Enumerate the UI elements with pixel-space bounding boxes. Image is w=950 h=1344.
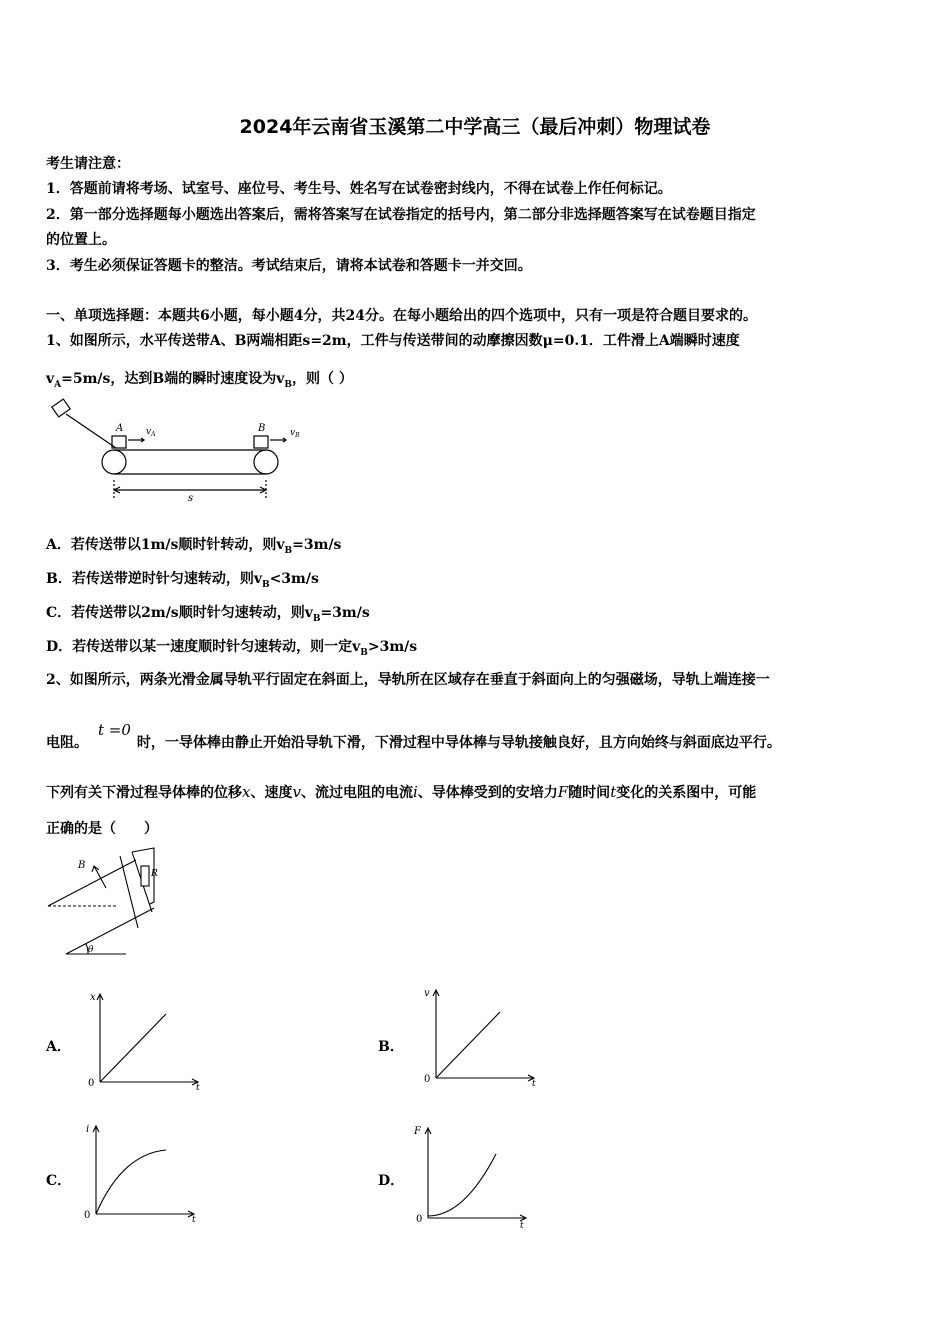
label-b-field: B bbox=[78, 860, 86, 871]
svg-text:x: x bbox=[90, 992, 96, 1003]
label-b: B bbox=[258, 423, 266, 434]
q1-option-d: D．若传送带以某一速度顺时针匀速转动，则一定$v_B>3m/s$ bbox=[46, 639, 418, 658]
q2-stem-line3: 下列有关下滑过程导体棒的位移x、速度v、流过电阻的电流i、导体棒受到的安培力F随时间t变化的关系图中，可能 bbox=[46, 783, 757, 801]
label-vb: $v_B$ bbox=[290, 428, 300, 439]
svg-text:i: i bbox=[86, 1124, 90, 1135]
label-va: $v_A$ bbox=[146, 427, 156, 438]
svg-text:F: F bbox=[414, 1126, 421, 1137]
label-s: s bbox=[188, 493, 194, 504]
q1-stem-line2: $v_A=5m/s$，达到B端的瞬时速度设为$v_B$，则（ ） bbox=[46, 371, 353, 390]
rail-1 bbox=[120, 856, 138, 928]
q1-option-a: A．若传送带以1m/s顺时针转动，则$v_B=3m/s$ bbox=[46, 537, 342, 556]
svg-text:0: 0 bbox=[424, 1074, 431, 1085]
pulley-right bbox=[254, 450, 278, 474]
conveyor-figure bbox=[46, 398, 316, 508]
svg-text:t: t bbox=[532, 1079, 536, 1089]
pulley-left bbox=[102, 450, 126, 474]
notice-heading: 考生请注意： bbox=[46, 156, 130, 172]
notice-item-2-cont: 的位置上。 bbox=[46, 232, 116, 248]
page-title: 2024年云南省玉溪第二中学高三（最后冲刺）物理试卷 bbox=[239, 116, 711, 138]
label-r: R bbox=[151, 869, 158, 879]
incline-figure bbox=[46, 852, 186, 962]
svg-text:0: 0 bbox=[84, 1210, 91, 1221]
q2-option-b-label: B． bbox=[378, 1039, 404, 1055]
svg-text:v: v bbox=[424, 988, 430, 999]
graph-c bbox=[82, 1118, 212, 1228]
q1-option-b: B．若传送带逆时针匀速转动，则$v_B<3m/s$ bbox=[46, 571, 319, 590]
section-heading: 一、单项选择题：本题共6小题，每小题4分，共24分。在每小题给出的四个选项中，只有一项是符合题目要求的。 bbox=[46, 308, 757, 324]
notice-item-2: 2．第一部分选择题每小题选出答案后，需将答案写在试卷指定的括号内，第二部分非选择题答案写在试卷题目指定 bbox=[46, 207, 756, 223]
curve-linear bbox=[436, 1012, 500, 1078]
curve-linear bbox=[100, 1014, 166, 1082]
q2-stem-line1: 2、如图所示，两条光滑金属导轨平行固定在斜面上，导轨所在区域存在垂直于斜面向上的匀强磁场，导轨上端连接一 bbox=[46, 672, 770, 688]
curve-increasing bbox=[428, 1154, 496, 1216]
curve-saturating bbox=[96, 1150, 166, 1214]
svg-text:0: 0 bbox=[416, 1214, 423, 1225]
q1-option-c: C．若传送带以2m/s顺时针匀速转动，则$v_B=3m/s$ bbox=[46, 605, 370, 624]
graph-d bbox=[414, 1120, 544, 1230]
label-theta: θ bbox=[88, 945, 94, 955]
svg-text:t: t bbox=[520, 1221, 524, 1231]
graph-a bbox=[86, 986, 216, 1096]
q1-stem-line1: 1、如图所示，水平传送带A、B两端相距s=2m，工件与传送带间的动摩擦因数μ=0.1．工件滑上A端瞬时速度 bbox=[46, 333, 740, 349]
notice-item-1: 1．答题前请将考场、试室号、座位号、考生号、姓名写在试卷密封线内，不得在试卷上作任何标记。 bbox=[46, 181, 672, 197]
svg-text:0: 0 bbox=[88, 1078, 95, 1089]
q2-option-d-label: D． bbox=[378, 1173, 405, 1189]
q2-option-a-label: A． bbox=[46, 1039, 71, 1055]
q2-stem-line4: 正确的是（ ） bbox=[46, 821, 158, 837]
svg-text:t: t bbox=[192, 1215, 196, 1225]
workpiece-b bbox=[254, 436, 268, 448]
label-a: A bbox=[116, 423, 124, 434]
svg-text:t: t bbox=[196, 1083, 200, 1093]
q2-option-c-label: C． bbox=[46, 1173, 72, 1189]
resistor bbox=[141, 866, 149, 886]
q2-stem-line2: 电阻。t =0时，一导体棒由静止开始沿导轨下滑，下滑过程中导体棒与导轨接触良好，且方向始终与斜面底边平行。 bbox=[46, 721, 781, 751]
graph-b bbox=[422, 982, 552, 1092]
ramp bbox=[66, 414, 116, 448]
incline-lower bbox=[66, 908, 154, 954]
notice-item-3: 3．考生必须保证答题卡的整洁。考试结束后，请将本试卷和答题卡一并交回。 bbox=[46, 258, 532, 274]
